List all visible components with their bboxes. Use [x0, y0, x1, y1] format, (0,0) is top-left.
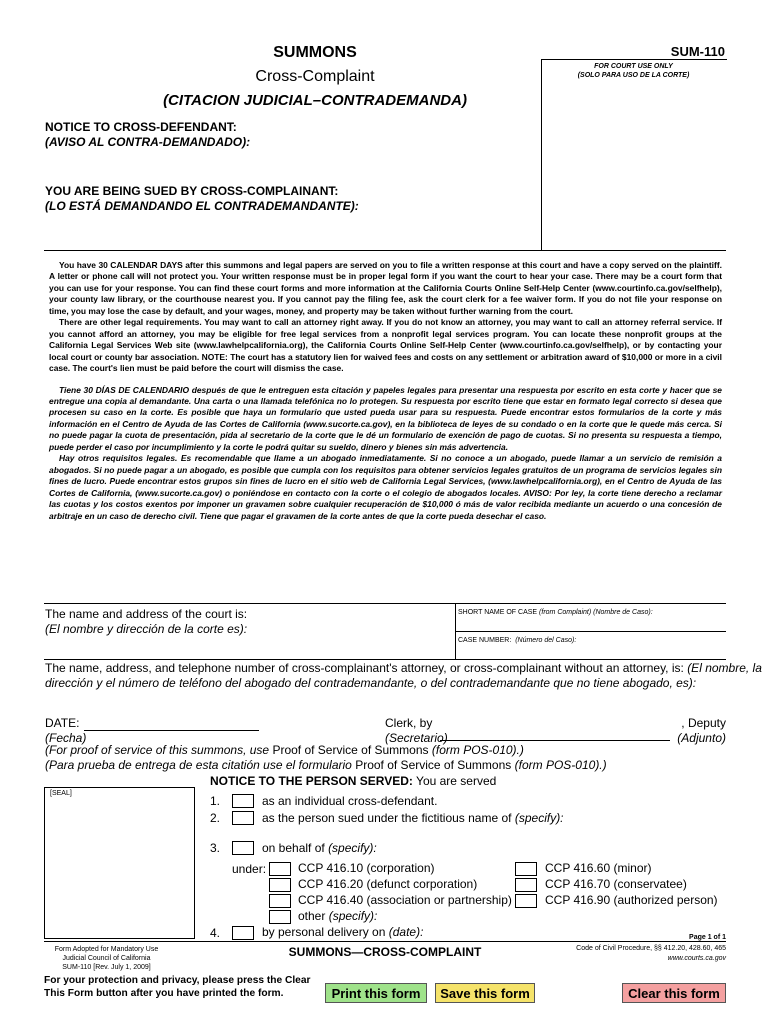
item3-checkbox[interactable] [232, 841, 254, 855]
ccp-41660-checkbox[interactable] [515, 862, 537, 876]
proof-note-es-c: (form POS-010).) [514, 758, 607, 772]
item3-number: 3. [210, 841, 221, 855]
code-citation: Code of Civil Procedure, §§ 412.20, 428.60, 465 [576, 945, 726, 952]
footer-divider [44, 941, 726, 942]
adopted-line-2: Judicial Council of California [62, 955, 151, 962]
item4-label-b: (date): [388, 925, 424, 939]
form-title: SUMMONS [273, 44, 357, 61]
clerk-label-es: (Secretario) [385, 731, 448, 745]
ccp-41690-checkbox[interactable] [515, 894, 537, 908]
warning-en-p1: You have 30 CALENDAR DAYS after this summons and legal papers are served on you to file a written response at this court and have a copy served on the plaintiff. A letter or phone call will not protect you. Your written response must be in proper legal form if you want the court to hear your case. There may be a court form that you can use for your response. You can find these court forms and more information at the California Courts Online Self-Help Center (www.courtinfo.ca.gov/selfhelp), your county law library, or the courthouse nearest you. If you cannot pay the filing fee, ask the court clerk for a fee waiver form. If you do not file your response on time, you may lose the case by default, and your wages, money, and property may be taken without further warning from the court. [49, 260, 722, 316]
proof-note [45, 743, 524, 757]
item4-label-a: by personal delivery on [262, 925, 386, 939]
item4-checkbox[interactable] [232, 926, 254, 940]
attorney-label-es-2: dirección y el número de teléfono del abogado del contrademandante, o del contrademandante que no tiene abogado, es): [45, 676, 697, 690]
deputy-label-es: (Adjunto) [677, 731, 726, 745]
clerk-line[interactable] [440, 740, 670, 741]
seal-label: [SEAL] [50, 790, 72, 797]
item3-label [262, 841, 377, 855]
short-name-label [458, 609, 653, 616]
item2-number: 2. [210, 811, 221, 825]
proof-note-a: (For proof of service of this summons, use [45, 743, 270, 757]
other-label-a: other [298, 909, 326, 923]
item2-checkbox[interactable] [232, 811, 254, 825]
courts-url: www.courts.ca.gov [667, 955, 726, 962]
item1-label: as an individual cross-defendant. [262, 794, 438, 808]
proof-note-c: (form POS-010).) [431, 743, 524, 757]
page-number: Page 1 of 1 [689, 934, 726, 941]
item2-label-a: as the person sued under the fictitious name of [262, 811, 512, 825]
item2-label [262, 811, 564, 825]
notice-to-label: NOTICE TO CROSS-DEFENDANT: [45, 120, 237, 134]
date-label-es: (Fecha) [45, 731, 87, 745]
print-button[interactable]: Print this form [325, 983, 427, 1003]
short-name-text: SHORT NAME OF CASE [458, 609, 538, 616]
privacy-note-2: This Form button after you have printed the form. [44, 988, 284, 999]
proof-note-es-a: (Para prueba de entrega de esta citatión use el formulario [45, 758, 352, 772]
item4-number: 4. [210, 926, 221, 940]
attorney-label-es-1: (El nombre, la [687, 661, 762, 675]
case-number-text-italic: (Número del Caso): [515, 637, 577, 644]
adopted-block [44, 945, 169, 972]
proof-note-es [45, 758, 607, 772]
notice-to-label-es: (AVISO AL CONTRA-DEMANDADO): [45, 135, 251, 149]
sued-by-label: YOU ARE BEING SUED BY CROSS-COMPLAINANT: [45, 184, 339, 198]
date-line[interactable] [84, 730, 259, 731]
deputy-label: , Deputy [681, 716, 726, 730]
warning-es-p2: Hay otros requisitos legales. Es recomendable que llame a un abogado inmediatamente. Si no conoce a un abogado, puede llamar a un servicio de remisión a abogados. Si no puede pagar a un abogado, es posible que cumpla con los requisitos para obtener servicios legales gratuitos de un programa de servicios legales sin fines de lucro. Puede encontrar estos grupos sin fines de lucro en el sitio web de California Legal Services, (www.lawhelpcalifornia.org), en el Centro de Ayuda de las Cortes de California, (www.sucorte.ca.gov) o poniéndose en contacto con la corte o el colegio de abogados locales. AVISO: Por ley, la corte tiene derecho a reclamar las cuotas y los costos exentos por imponer un gravamen sobre cualquier recuperación de $10,000 ó más de valor recibida mediante un acuerdo o una concesión de arbitraje en un caso de derecho civil. Tiene que pagar el gravamen de la corte antes de que la corte pueda desechar el caso. [49, 453, 722, 521]
court-use-box [541, 59, 727, 250]
ccp-41610-checkbox[interactable] [269, 862, 291, 876]
item3-label-a: on behalf of [262, 841, 325, 855]
item4-label [262, 925, 423, 939]
case-number-text: CASE NUMBER: [458, 637, 512, 644]
form-title-spanish: (CITACION JUDICIAL–CONTRADEMANDA) [163, 92, 467, 109]
item1-checkbox[interactable] [232, 794, 254, 808]
date-label: DATE: [45, 716, 80, 730]
adopted-line-3: SUM-110 [Rev. July 1, 2009] [62, 964, 151, 971]
clerk-label: Clerk, by [385, 716, 433, 730]
short-name-text-italic: (from Complaint) (Nombre de Caso): [539, 609, 653, 616]
adopted-line-1: Form Adopted for Mandatory Use [54, 946, 159, 953]
clear-button[interactable]: Clear this form [622, 983, 726, 1003]
item1-number: 1. [210, 794, 221, 808]
warning-es-p1: Tiene 30 DÍAS DE CALENDARIO después de que le entreguen esta citación y papeles legales para presentar una respuesta por escrito en esta corte y hacer que se entregue una copia al demandante. Una carta o una llamada telefónica no lo protegen. Su respuesta por escrito tiene que estar en formato legal correcto si desea que procesen su caso en la corte. Es posible que haya un formulario que usted pueda usar para su respuesta. Puede encontrar estos formularios de la corte y más información en el Centro de Ayuda de las Cortes de California (www.sucorte.ca.gov), en la biblioteca de leyes de su condado o en la corte que le quede más cerca. Si no puede pagar la cuota de presentación, pida al secretario de la corte que le dé un formulario de exención de pago de cuotas. Si no presenta su respuesta a tiempo, puede perder el caso por incumplimiento y la corte le podrá quitar su sueldo, dinero y bienes sin más advertencia. [49, 384, 722, 452]
served-heading [210, 774, 496, 788]
privacy-note-1: For your protection and privacy, please press the Clear [44, 975, 311, 986]
ccp-41690-label: CCP 416.90 (authorized person) [545, 893, 718, 907]
ccp-41640-label: CCP 416.40 (association or partnership) [298, 893, 512, 907]
under-label: under: [232, 862, 267, 876]
court-label: The name and address of the court is: [45, 607, 248, 621]
case-divider [455, 631, 726, 632]
form-number: SUM-110 [670, 44, 725, 59]
warning-en-p2: There are other legal requirements. You may want to call an attorney right away. If you do not know an attorney, you may want to call an attorney referral service. If you cannot afford an attorney, you may be eligible for free legal services from a nonprofit legal services program. You can locate these nonprofit groups at the California Legal Services Web site (www.lawhelpcalifornia.org), the California Courts Online Self-Help Center (www.courtinfo.ca.gov/selfhelp), or by contacting your local court or county bar association. NOTE: The court has a statutory lien for waived fees and costs on any settlement or arbitration award of $10,000 or more in a civil case. The court's lien must be paid before the court will dismiss the case. [49, 317, 722, 374]
attorney-label-en: The name, address, and telephone number of cross-complainant's attorney, or cross-complainant without an attorney, is: [45, 661, 684, 675]
other-checkbox[interactable] [269, 910, 291, 924]
ccp-41610-label: CCP 416.10 (corporation) [298, 861, 435, 875]
other-label [298, 909, 377, 923]
proof-note-b: Proof of Service of Summons [272, 743, 429, 757]
court-use-label: FOR COURT USE ONLY [594, 63, 673, 70]
ccp-41620-checkbox[interactable] [269, 878, 291, 892]
section-divider [44, 659, 726, 660]
save-button[interactable]: Save this form [435, 983, 535, 1003]
attorney-label [45, 661, 762, 675]
form-subtitle: Cross-Complaint [255, 68, 375, 85]
proof-note-es-b: Proof of Service of Summons [355, 758, 512, 772]
item3-label-b: (specify): [328, 841, 377, 855]
item2-label-b: (specify): [514, 811, 564, 825]
court-label-es: (El nombre y dirección de la corte es): [45, 622, 248, 636]
served-heading-tail: You are served [416, 774, 497, 788]
court-use-label-es: (SOLO PARA USO DE LA CORTE) [577, 72, 690, 79]
ccp-41670-checkbox[interactable] [515, 878, 537, 892]
ccp-41640-checkbox[interactable] [269, 894, 291, 908]
footer-form-title: SUMMONS—CROSS-COMPLAINT [288, 945, 482, 959]
case-number-label [458, 637, 576, 644]
served-heading-bold: NOTICE TO THE PERSON SERVED: [210, 774, 413, 788]
sued-by-label-es: (LO ESTÁ DEMANDANDO EL CONTRADEMANDANTE): [45, 199, 359, 213]
warning-box [44, 250, 726, 604]
seal-box [44, 787, 195, 939]
ccp-41620-label: CCP 416.20 (defunct corporation) [298, 877, 478, 891]
other-label-b: (specify): [328, 909, 378, 923]
ccp-41670-label: CCP 416.70 (conservatee) [545, 877, 687, 891]
ccp-41660-label: CCP 416.60 (minor) [545, 861, 652, 875]
